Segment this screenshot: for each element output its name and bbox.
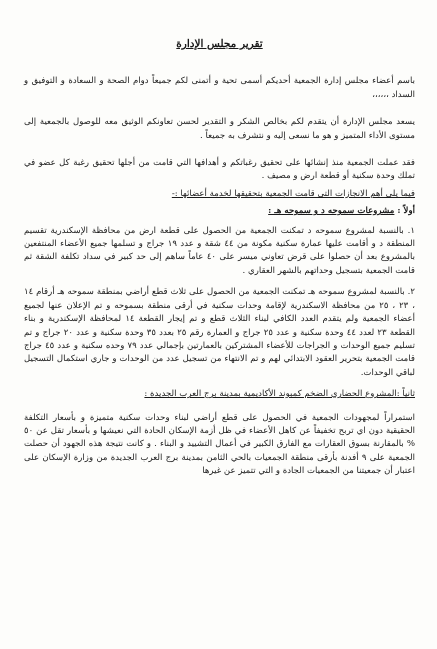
document-title: تقرير مجلس الإدارة [176, 38, 263, 50]
item-2-paragraph: ٢. بالنسبة لمشروع سموحه هـ تمكنت الجمعية من الحصول على ثلاث قطع أراضي بمنطقة سموحه هـ أرقام ١٤ ، ٢٣ ، ٢٥ من محافظة الاسكندرية لإقامة وحدات سكنية في أرقى منطقة بسموحه و تم الإعلان عنها لجميع أعضاء الجمعية ولم يتقدم العدد الكافي لبناء الثلاث قطع و تم إيجار القطعة ١٤ لمحافظة الإسكندرية و بناء القطعة ٢٣ لعدد ٤٤ وحدة سكنية و عدد ٢٥ جراج و العمارة رقم ٢٥ بعدد ٣٥ وحدة سكنية و عدد ٢٠ جراج و تم تسليم جميع الوحدات و الجراجات للأعضاء المشتركين بالعمارتين بإجمالي عدد ٧٩ وحده سكنية و عدد ٤٥ جراج قامت الجمعية بتحرير العقود الابتدائي لهم و تم الانتهاء من تسجيل عدد من الوحدات و جاري استكمال التسجيل لباقي الوحدات. [24, 287, 415, 378]
greeting-paragraph: باسم أعضاء مجلس إدارة الجمعية أحديكم أسمى تحية و أتمنى لكم جميعاً دوام الصحة و السعادة و التوفيق و السداد ،،،،،، [24, 76, 415, 100]
section2-heading: ثانياً :المشروع الحضاري الضخم كمبوند الأكاديمية بمدينة برج العرب الجديدة : [144, 389, 415, 400]
item-1-paragraph: ١. بالنسبة لمشروع سموحه د تمكنت الجمعية من الحصول على قطعة ارض من محافظة الإسكندرية تقسيم المنطقة د و أقامت عليها عمارة سكنية مكونة من ٤٤ شقة و عدد ١٩ جراج و تسلمها جميع الأعضاء المنتفعين بالمشروع بعد أن حصلوا على قرض تعاوني ميسر على ٤٠ عاماً ساهم إلى حد كبير في سداد تكلفة الشقة ثم قامت الجمعية بتسجيل وحداتهم بالشهر العقاري . [24, 225, 416, 276]
section1-heading [24, 205, 415, 218]
section2-body: استمراراً لمجهودات الجمعية في الحصول على قطع أراضي لبناء وحدات سكنية متميزة و بأسعار التكلفة الحقيقية دون اي تربح تخفيفاً عن كاهل الأعضاء في ظل أزمة الإسكان الحادة التي نعيشها و بأسعار تقل عن ٥٠ % بالمقارنة بسوق العقارات مع الفارق الكبير في أعمال التشييد و البناء . و كانت نتيجة هذه الجهود أن حصلت الجمعية على ٩ أفدنة بأرقى منطقة الجمعيات بالحي الثامن بمدينة برج العرب الجديدة من وزارة الإسكان على اعتبار أن جمعيتنا من الجمعيات الجادة و التي تتميز عن غيرها [24, 412, 416, 477]
section1-label: أولاً : [397, 206, 415, 217]
section1-title: مشروعات سموحه د و سموحه هـ : [268, 206, 395, 217]
achievements-intro: فيما يلي أهم الانجازات التي قامت الجمعية بتحقيقها لخدمة أعضائها :- [171, 188, 415, 199]
thanks-paragraph: يسعد مجلس الإدارة أن يتقدم لكم بخالص الشكر و التقدير لحسن تعاونكم الوثيق معه للوصول بالجمعية إلى مستوى الأداء المتميز و هو ما نسعى إليه و نتشرف به جميعاً . [24, 117, 415, 141]
founded-paragraph: فقد عملت الجمعية منذ إنشائها على تحقيق رغباتكم و أهدافها التي قامت من أجلها تحقيق رغبة كل عضو في تملك وحدة سكنية أو قطعة ارض و مصيف . [24, 158, 415, 182]
